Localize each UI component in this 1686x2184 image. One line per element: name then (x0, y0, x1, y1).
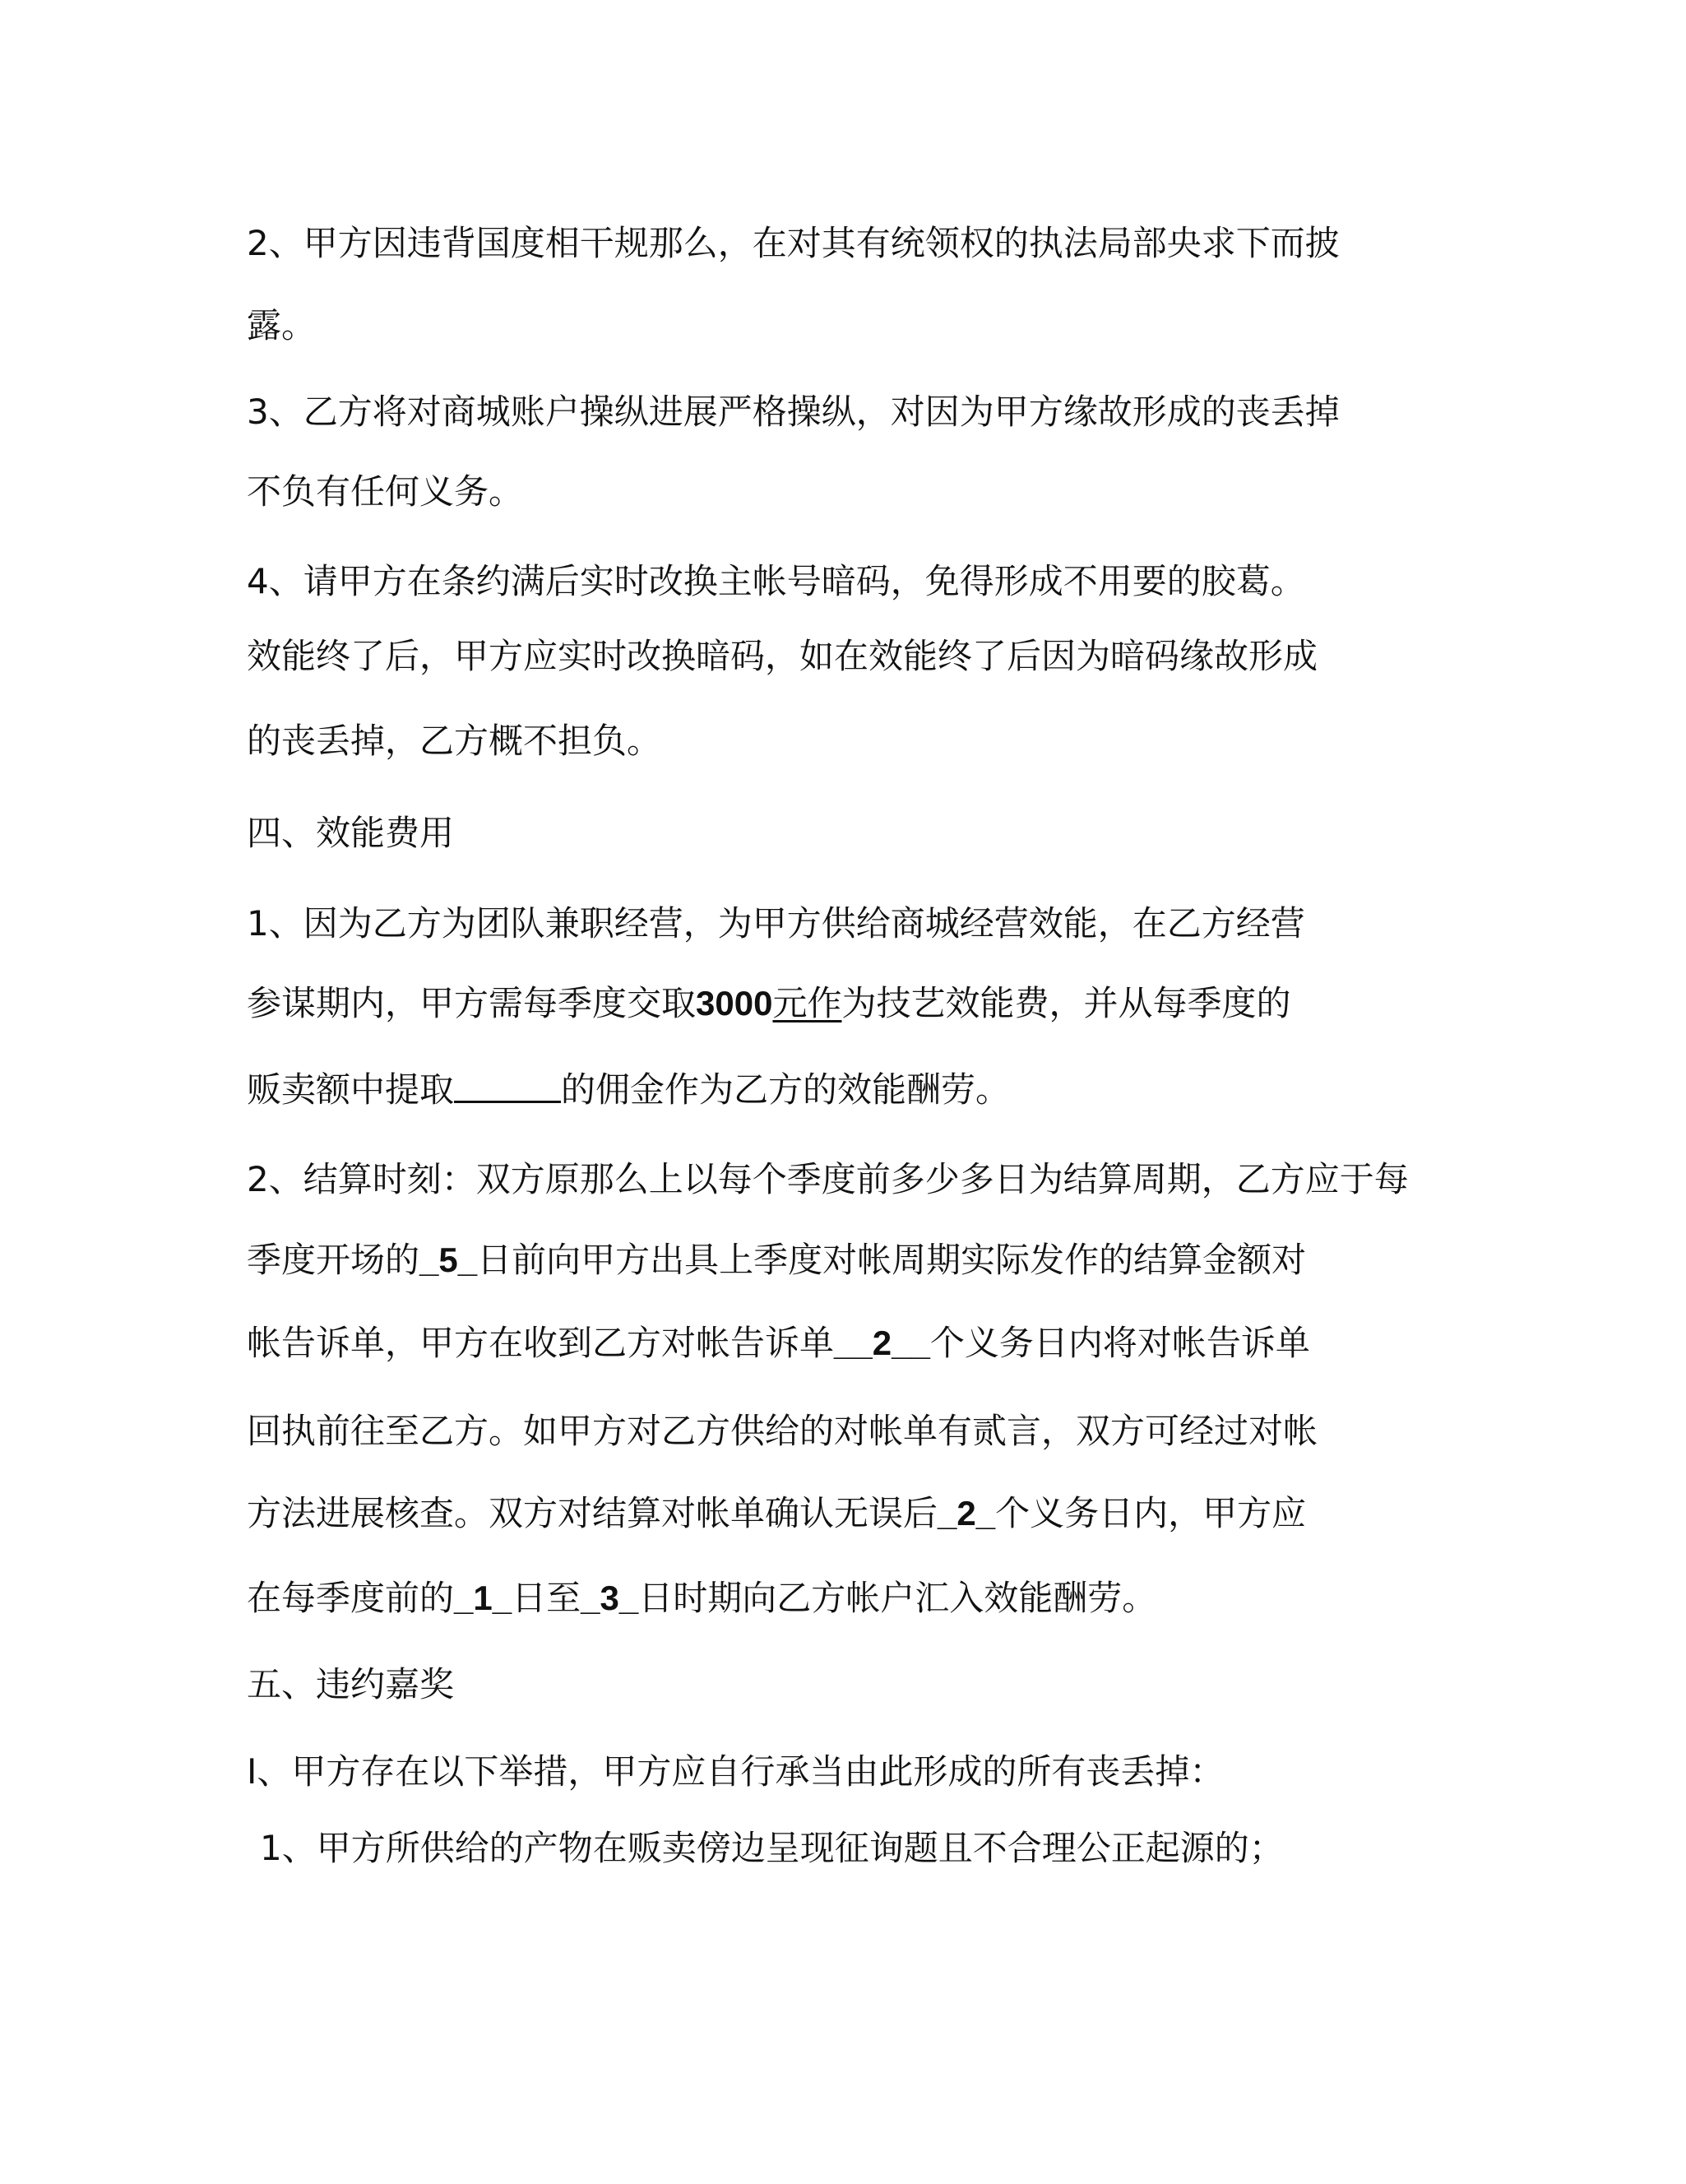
line-text: 贩卖额中提取 (247, 1069, 455, 1110)
paragraph-line: 回执前往至乙方。如甲方对乙方供给的对帐单有贰言，双方可经过对帐 (247, 1411, 1318, 1451)
paragraph-line: 的丧丢掉，乙方概不担负。 (247, 721, 662, 761)
fee-unit: 元作 (772, 983, 842, 1023)
paragraph-line: 1、甲方所供给的产物在贩卖傍边呈现征询题且不合理公正起源的； (260, 1828, 1284, 1868)
paragraph-line: 效能终了后，甲方应实时改换暗码，如在效能终了后因为暗码缘故形成 (247, 636, 1318, 676)
fee-amount: 3000 (696, 984, 773, 1022)
paragraph-line: 露。 (247, 305, 317, 345)
day-value: _3_ (581, 1579, 639, 1617)
line-text: 的佣金作为乙方的效能酬劳。 (561, 1069, 1011, 1110)
line-text: 日至 (512, 1578, 581, 1618)
commission-blank (454, 1068, 561, 1103)
paragraph-line: 1、因为乙方为团队兼职经营，为甲方供给商城经营效能，在乙方经营 (247, 903, 1305, 944)
paragraph-line (247, 1237, 1306, 1283)
paragraph-line: I、甲方存在以下举措，甲方应自行承当由此形成的所有丧丢掉： (247, 1751, 1225, 1792)
section-heading: 四、效能费用 (247, 813, 455, 853)
line-text: 个义务日内，甲方应 (995, 1493, 1307, 1533)
paragraph-line (247, 1575, 1156, 1621)
paragraph-line (247, 981, 1290, 1027)
line-text: 季度开场的 (247, 1240, 420, 1280)
paragraph-line (247, 1320, 1310, 1366)
paragraph-line: 2、甲方因违背国度相干规那么，在对其有统领权的执法局部央求下而披 (247, 223, 1340, 263)
paragraph-line: 不负有任何义务。 (247, 471, 524, 512)
paragraph-line: 4、请甲方在条约满后实时改换主帐号暗码，免得形成不用要的胶葛。 (247, 561, 1305, 601)
line-text: 在每季度前的 (247, 1578, 455, 1618)
paragraph-line (247, 1491, 1306, 1537)
line-text: 日前向甲方出具上季度对帐周期实际发作的结算金额对 (477, 1240, 1307, 1280)
day-value: _5_ (419, 1240, 478, 1279)
line-text: 参谋期内，甲方需每季度交取 (247, 983, 697, 1023)
day-value: _1_ (454, 1579, 512, 1617)
line-text: 为技艺效能费，并从每季度的 (841, 983, 1291, 1023)
paragraph-line: 3、乙方将对商城账户操纵进展严格操纵，对因为甲方缘故形成的丧丢掉 (247, 392, 1340, 432)
workday-value: _2_ (938, 1494, 996, 1533)
paragraph-line: 2、结算时刻：双方原那么上以每个季度前多少多日为结算周期，乙方应于每 (247, 1159, 1409, 1199)
line-text: 方法进展核查。双方对结算对帐单确认无误后 (247, 1493, 938, 1533)
workday-value: __2__ (834, 1324, 930, 1362)
line-text: 日时期向乙方帐户汇入效能酬劳。 (638, 1578, 1157, 1618)
line-text: 个义务日内将对帐告诉单 (929, 1323, 1310, 1363)
section-heading: 五、违约嘉奖 (247, 1664, 455, 1704)
paragraph-line (247, 1067, 1010, 1113)
line-text: 帐告诉单，甲方在收到乙方对帐告诉单 (247, 1323, 835, 1363)
